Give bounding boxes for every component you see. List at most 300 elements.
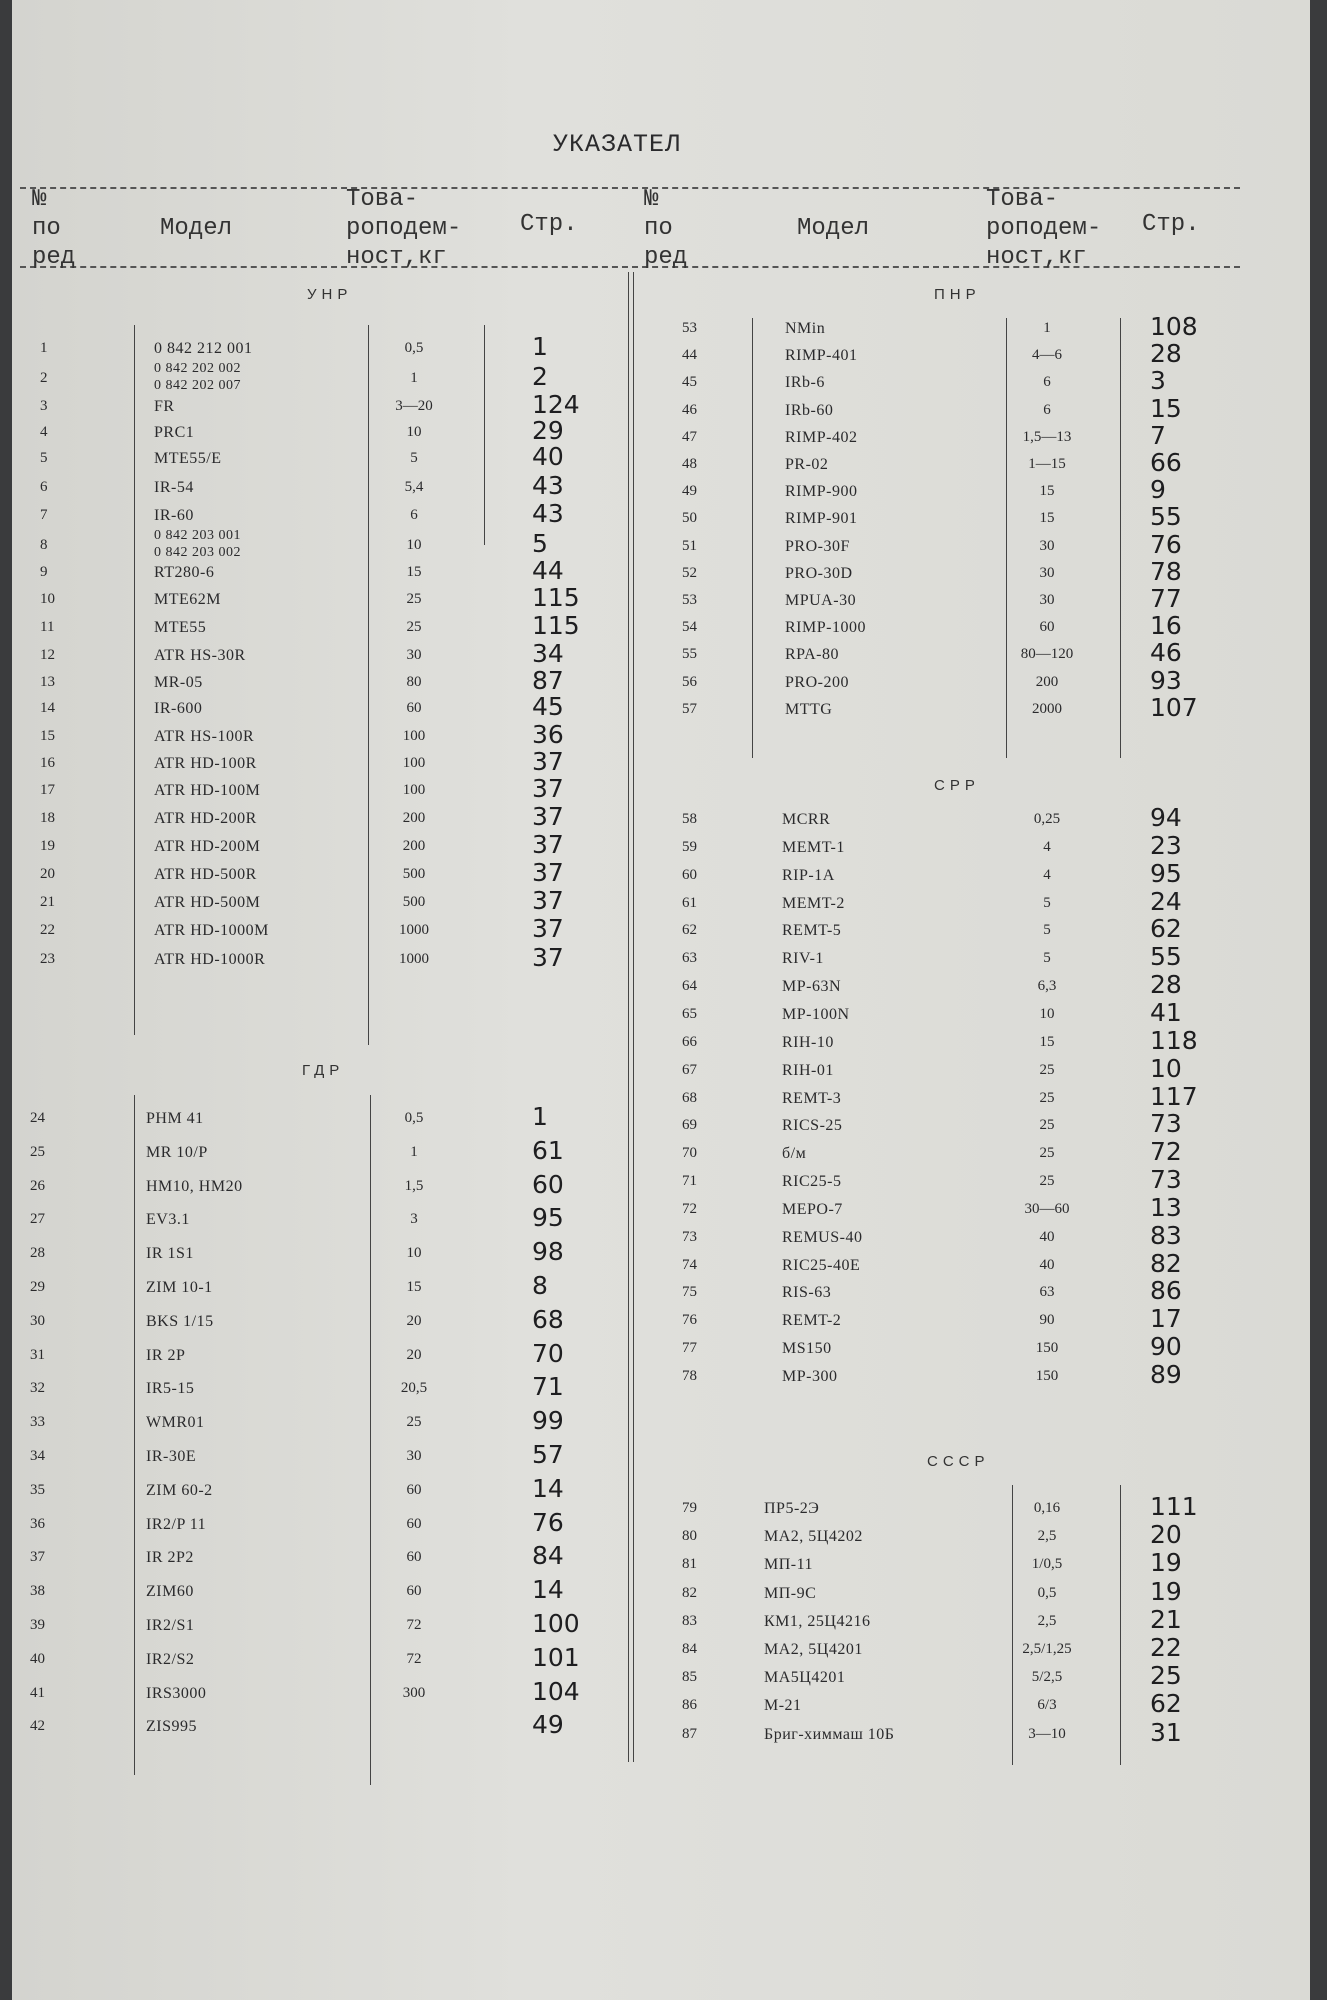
page-number: 17	[1150, 1304, 1182, 1334]
page-number: 45	[532, 692, 564, 721]
row-number: 63	[682, 950, 697, 967]
model-name: RIMP-401	[785, 347, 858, 365]
page-number: 5	[532, 529, 548, 558]
page-number: 37	[532, 886, 564, 915]
page-number: 37	[532, 943, 564, 972]
row-number: 69	[682, 1117, 697, 1134]
page-number: 29	[532, 416, 564, 445]
row-number: 51	[682, 537, 697, 554]
model-name: RIMP-1000	[785, 619, 866, 637]
model-name: MTTG	[785, 700, 833, 718]
row-number: 77	[682, 1340, 697, 1357]
row-number: 18	[40, 810, 55, 826]
load-capacity: 80	[406, 674, 422, 690]
row-number: 27	[30, 1211, 45, 1228]
page-number: 16	[1150, 611, 1182, 641]
load-capacity: 200	[1035, 673, 1059, 690]
row-number: 26	[30, 1177, 45, 1194]
model-name: BKS 1/15	[146, 1312, 214, 1330]
load-capacity: 6/3	[1037, 1697, 1057, 1714]
load-capacity: 150	[1035, 1368, 1059, 1384]
model-name: IRS3000	[146, 1684, 207, 1702]
row-number: 82	[682, 1584, 697, 1601]
model-name: REMUS-40	[782, 1228, 863, 1246]
page-number: 41	[1150, 997, 1182, 1027]
page-number: 83	[1150, 1220, 1182, 1250]
load-capacity: 200	[402, 838, 426, 854]
header-load-left: Това- роподем- ност,кг	[346, 186, 462, 271]
load-capacity: 40	[1039, 1228, 1055, 1245]
row-number: 9	[40, 564, 48, 580]
page-number: 76	[532, 1507, 564, 1537]
header-model-left: Модел	[160, 215, 233, 242]
model-name: MCRR	[782, 811, 831, 828]
model-name: IR2/S2	[146, 1650, 195, 1668]
row-number: 56	[682, 673, 697, 690]
load-capacity: 30	[1039, 564, 1055, 581]
page-number: 62	[1150, 914, 1182, 944]
page-number: 95	[532, 1203, 564, 1233]
page-number: 89	[1150, 1360, 1182, 1389]
rule-right-pnr-1	[752, 318, 753, 758]
row-number: 23	[40, 951, 55, 967]
load-capacity: 25	[1039, 1173, 1055, 1190]
row-number: 7	[40, 507, 48, 523]
model-name: М-21	[764, 1697, 802, 1715]
page-number: 1	[532, 1102, 548, 1131]
load-capacity: 1,5—13	[1022, 428, 1072, 445]
model-name: ZIM 10-1	[146, 1279, 213, 1296]
row-number: 66	[682, 1033, 697, 1050]
row-number: 87	[682, 1725, 697, 1742]
center-divider	[628, 272, 634, 1762]
load-capacity: 4	[1043, 866, 1051, 883]
page-number: 14	[532, 1575, 564, 1605]
model-name: IR-60	[154, 507, 194, 524]
model-name: ATR HS-100R	[154, 728, 255, 745]
model-name: RIH-10	[782, 1033, 834, 1051]
model-name: ZIM 60-2	[146, 1481, 213, 1499]
load-capacity: 15	[406, 1279, 422, 1295]
page-number: 60	[532, 1169, 564, 1199]
load-capacity: 3—10	[1028, 1725, 1066, 1742]
section-sssr: СССР	[927, 1453, 990, 1470]
page-number: 87	[532, 666, 564, 695]
load-capacity: 30	[1039, 537, 1055, 554]
page-number: 108	[1150, 312, 1198, 341]
page-number: 124	[532, 390, 580, 419]
model-name: WMR01	[146, 1414, 205, 1432]
load-capacity: 100	[402, 782, 426, 798]
page-number: 25	[1150, 1661, 1182, 1691]
page-number: 44	[532, 556, 564, 585]
load-capacity: 0,5	[1037, 1584, 1057, 1601]
model-name: MEMT-2	[782, 894, 845, 912]
page-number: 101	[532, 1642, 580, 1672]
model-name: IR2/S1	[146, 1617, 195, 1634]
load-capacity: 0,25	[1033, 811, 1061, 827]
page-number: 43	[532, 499, 564, 528]
page-number: 55	[1150, 502, 1182, 532]
load-capacity: 20,5	[400, 1380, 428, 1397]
model-name: HM10, HM20	[146, 1177, 243, 1195]
load-capacity: 30	[1039, 592, 1055, 608]
page-number: 84	[532, 1541, 564, 1571]
load-capacity: 2,5	[1037, 1612, 1057, 1629]
row-number: 38	[30, 1583, 45, 1600]
load-capacity: 30	[406, 647, 422, 663]
model-name: ATR HD-100R	[154, 755, 257, 772]
page-number: 76	[1150, 529, 1182, 559]
model-name: REMT-3	[782, 1089, 842, 1107]
row-number: 41	[30, 1684, 45, 1701]
page-number: 28	[1150, 970, 1182, 1000]
page-number: 55	[1150, 942, 1182, 972]
load-capacity: 60	[406, 1481, 422, 1498]
rule-left-gdr-1	[134, 1095, 135, 1775]
row-number: 29	[30, 1279, 45, 1295]
load-capacity: 15	[406, 564, 422, 580]
row-number: 2	[40, 370, 48, 386]
load-capacity: 15	[1039, 483, 1055, 500]
model-name: MTE62M	[154, 591, 221, 608]
load-capacity: 5	[1043, 894, 1051, 911]
row-number: 21	[40, 894, 55, 910]
load-capacity: 1,5	[404, 1177, 424, 1194]
row-number: 6	[40, 479, 48, 495]
model-name: ПР5-2Э	[764, 1500, 820, 1517]
model-name: IR 2P	[146, 1346, 186, 1364]
model-name: RIMP-900	[785, 483, 858, 501]
load-capacity: 1—15	[1028, 456, 1066, 472]
load-capacity: 72	[406, 1617, 422, 1633]
row-number: 25	[30, 1143, 45, 1160]
model-name: RICS-25	[782, 1117, 843, 1135]
row-number: 35	[30, 1481, 45, 1498]
row-number: 12	[40, 647, 55, 663]
model-name: PRO-200	[785, 673, 849, 691]
model-name: Бриг-химмаш 10Б	[764, 1725, 895, 1743]
page-number: 2	[532, 362, 548, 391]
model-name: MEMT-1	[782, 838, 845, 856]
page-number: 100	[532, 1609, 580, 1638]
row-number: 59	[682, 838, 697, 855]
load-capacity: 25	[406, 591, 422, 607]
model-name: PHM 41	[146, 1110, 204, 1127]
load-capacity: 25	[1039, 1089, 1055, 1106]
row-number: 57	[682, 700, 697, 717]
row-number: 73	[682, 1228, 697, 1245]
document-page	[12, 0, 1310, 2000]
load-capacity: 60	[406, 1583, 422, 1600]
load-capacity: 5	[410, 450, 418, 466]
model-name: PRC1	[154, 424, 195, 441]
load-capacity: 100	[402, 755, 426, 771]
row-number: 24	[30, 1110, 45, 1126]
page-number: 24	[1150, 886, 1182, 916]
model-name: MR 10/P	[146, 1143, 208, 1161]
page-number: 31	[1150, 1717, 1182, 1747]
model-name: MPUA-30	[785, 592, 857, 609]
load-capacity: 6	[1043, 401, 1051, 418]
page-number: 94	[1150, 803, 1182, 832]
row-number: 19	[40, 838, 55, 854]
load-capacity: 6,3	[1037, 978, 1057, 995]
model-name: ZIS995	[146, 1718, 197, 1736]
model-name: MS150	[782, 1340, 832, 1358]
row-number: 17	[40, 782, 55, 798]
page-number: 19	[1150, 1548, 1182, 1578]
page-title: УКАЗАТЕЛ	[552, 130, 682, 159]
page-number: 49	[532, 1710, 564, 1740]
page-number: 23	[1150, 830, 1182, 860]
row-number: 1	[40, 340, 48, 356]
model-name: IR2/P 11	[146, 1515, 207, 1533]
row-number: 62	[682, 922, 697, 939]
row-number: 81	[682, 1556, 697, 1573]
page-number: 20	[1150, 1520, 1182, 1550]
row-number: 36	[30, 1515, 45, 1532]
row-number: 3	[40, 398, 48, 414]
model-name: RIC25-40E	[782, 1256, 861, 1274]
page-number: 37	[532, 858, 564, 887]
page-number: 78	[1150, 556, 1182, 586]
row-number: 20	[40, 866, 55, 882]
page-number: 37	[532, 802, 564, 831]
model-name: ATR HD-1000R	[154, 951, 266, 968]
model-name: RIMP-901	[785, 510, 858, 528]
row-number: 37	[30, 1549, 45, 1566]
header-model-right: Модел	[797, 215, 870, 242]
row-number: 67	[682, 1061, 697, 1078]
page-number: 68	[532, 1304, 564, 1334]
row-number: 13	[40, 674, 55, 690]
load-capacity: 10	[406, 537, 422, 553]
page-number: 86	[1150, 1276, 1182, 1306]
load-capacity: 30—60	[1024, 1200, 1070, 1217]
model-name: RIH-01	[782, 1061, 834, 1079]
header-page-right: Стр.	[1142, 211, 1200, 238]
rule-right-pnr-2	[1006, 318, 1007, 758]
page-number: 66	[1150, 448, 1182, 477]
row-number: 45	[682, 374, 697, 391]
section-unr: УНР	[307, 286, 353, 303]
page-number: 34	[532, 639, 564, 668]
model-name: МА5Ц4201	[764, 1669, 846, 1687]
load-capacity: 60	[406, 700, 422, 716]
load-capacity: 4	[1043, 838, 1051, 855]
row-number: 83	[682, 1612, 697, 1629]
load-capacity: 1/0,5	[1031, 1556, 1063, 1573]
row-number: 48	[682, 456, 697, 472]
load-capacity: 5,4	[404, 479, 424, 495]
load-capacity: 1	[410, 370, 418, 386]
page-number: 104	[532, 1676, 580, 1706]
page-number: 7	[1150, 420, 1166, 450]
row-number: 85	[682, 1669, 697, 1686]
header-no-right: № по ред	[644, 186, 688, 271]
load-capacity: 20	[406, 1312, 422, 1329]
model-name: EV3.1	[146, 1211, 190, 1229]
model-name: RIV-1	[782, 950, 824, 968]
load-capacity: 100	[402, 728, 426, 744]
load-capacity: 90	[1039, 1312, 1055, 1329]
row-number: 84	[682, 1641, 697, 1657]
load-capacity: 500	[402, 866, 426, 882]
page-number: 82	[1150, 1248, 1182, 1278]
load-capacity: 6	[1043, 374, 1051, 391]
load-capacity: 80—120	[1020, 646, 1074, 663]
page-number: 117	[1150, 1081, 1198, 1111]
page-number: 72	[1150, 1137, 1182, 1167]
model-name: PRO-30D	[785, 564, 853, 582]
row-number: 61	[682, 894, 697, 911]
load-capacity: 5	[1043, 922, 1051, 939]
page-number: 15	[1150, 393, 1182, 423]
page-number: 95	[1150, 858, 1182, 888]
model-name: б/м	[782, 1145, 807, 1163]
load-capacity: 1	[410, 1143, 418, 1160]
rule-left-unr-1	[134, 325, 135, 1035]
page-number: 43	[532, 471, 564, 500]
model-name: MTE55	[154, 619, 207, 636]
page-number: 3	[1150, 366, 1166, 396]
page-number: 37	[532, 774, 564, 803]
row-number: 42	[30, 1718, 45, 1735]
rule-right-sssr-3	[1120, 1485, 1121, 1765]
row-number: 60	[682, 866, 697, 883]
row-number: 34	[30, 1448, 45, 1464]
load-capacity: 6	[410, 507, 418, 523]
model-name: NMin	[785, 320, 826, 337]
row-number: 10	[40, 591, 55, 607]
row-number: 32	[30, 1380, 45, 1397]
page-number: 90	[1150, 1332, 1182, 1362]
row-number: 72	[682, 1200, 697, 1217]
page-number: 98	[532, 1237, 564, 1267]
load-capacity: 20	[406, 1346, 422, 1363]
model-name: ATR HD-1000M	[154, 922, 269, 939]
section-srr: СРР	[934, 777, 980, 794]
load-capacity: 60	[406, 1515, 422, 1532]
model-name: MR-05	[154, 674, 203, 691]
load-capacity: 2000	[1032, 700, 1062, 717]
page-number: 8	[532, 1271, 548, 1300]
page-number: 73	[1150, 1109, 1182, 1139]
model-name: IR 1S1	[146, 1245, 194, 1263]
load-capacity: 2,5	[1037, 1528, 1057, 1545]
model-name: ATR HS-30R	[154, 647, 246, 664]
model-name: МА2, 5Ц4201	[764, 1641, 863, 1658]
model-name: MP-100N	[782, 1005, 850, 1023]
load-capacity: 63	[1039, 1284, 1055, 1301]
model-name: ATR HD-500R	[154, 866, 257, 883]
load-capacity: 10	[406, 424, 422, 440]
rule-left-unr-2	[368, 325, 369, 1045]
load-capacity: 1	[1043, 320, 1051, 336]
load-capacity: 5/2,5	[1031, 1669, 1063, 1686]
row-number: 40	[30, 1650, 45, 1667]
model-name: RT280-6	[154, 564, 215, 581]
row-number: 76	[682, 1312, 697, 1329]
page-number: 57	[532, 1440, 564, 1469]
section-gdr: ГДР	[302, 1062, 345, 1079]
page-number: 22	[1150, 1633, 1182, 1662]
page-number: 10	[1150, 1053, 1182, 1083]
section-pnr: ПНР	[934, 286, 981, 303]
model-name: 0 842 202 002 0 842 202 007	[154, 361, 241, 393]
row-number: 8	[40, 537, 48, 553]
model-name: IR-54	[154, 479, 194, 496]
model-name: ATR HD-500M	[154, 894, 261, 911]
page-number: 36	[532, 720, 564, 749]
row-number: 86	[682, 1697, 697, 1714]
row-number: 30	[30, 1312, 45, 1329]
page-number: 14	[532, 1473, 564, 1503]
row-number: 65	[682, 1005, 697, 1022]
load-capacity: 500	[402, 894, 426, 910]
page-number: 61	[532, 1135, 564, 1165]
page-number: 99	[532, 1406, 564, 1436]
model-name: PRO-30F	[785, 537, 850, 555]
load-capacity: 4—6	[1032, 347, 1062, 364]
load-capacity: 15	[1039, 510, 1055, 527]
load-capacity: 5	[1043, 950, 1051, 967]
load-capacity: 0,5	[404, 1110, 424, 1126]
load-capacity: 0,16	[1033, 1500, 1061, 1516]
row-number: 71	[682, 1173, 697, 1190]
page-number: 13	[1150, 1192, 1182, 1222]
row-number: 78	[682, 1368, 697, 1384]
model-name: ATR HD-100M	[154, 782, 261, 799]
model-name: RPA-80	[785, 646, 839, 664]
model-name: КМ1, 25Ц4216	[764, 1612, 871, 1630]
page-number: 62	[1150, 1689, 1182, 1719]
rule-left-gdr-2	[370, 1095, 371, 1785]
load-capacity: 30	[406, 1448, 422, 1464]
load-capacity: 60	[406, 1549, 422, 1566]
model-name: RIMP-402	[785, 428, 858, 446]
model-name: 0 842 203 001 0 842 203 002	[154, 528, 241, 560]
row-number: 68	[682, 1089, 697, 1106]
page-number: 37	[532, 747, 564, 776]
page-number: 21	[1150, 1604, 1182, 1634]
load-capacity: 40	[1039, 1256, 1055, 1273]
row-number: 28	[30, 1245, 45, 1262]
page-number: 118	[1150, 1025, 1198, 1055]
header-no-left: № по ред	[32, 186, 76, 271]
page-number: 70	[532, 1338, 564, 1368]
page-number: 37	[532, 830, 564, 859]
page-number: 115	[532, 611, 580, 640]
load-capacity: 3	[410, 1211, 418, 1228]
row-number: 53	[682, 592, 697, 608]
rule-left-unr-3	[484, 325, 485, 545]
header-load-right: Това- роподем- ност,кг	[986, 186, 1102, 271]
row-number: 80	[682, 1528, 697, 1545]
model-name: МА2, 5Ц4202	[764, 1528, 863, 1546]
load-capacity: 150	[1035, 1340, 1059, 1357]
page-number: 46	[1150, 638, 1182, 668]
page-number: 73	[1150, 1165, 1182, 1195]
row-number: 54	[682, 619, 697, 636]
row-number: 55	[682, 646, 697, 663]
model-name: RIP-1A	[782, 866, 835, 884]
row-number: 44	[682, 347, 697, 364]
model-name: ATR HD-200M	[154, 838, 261, 855]
model-name: IRb-60	[785, 401, 834, 419]
row-number: 46	[682, 401, 697, 418]
